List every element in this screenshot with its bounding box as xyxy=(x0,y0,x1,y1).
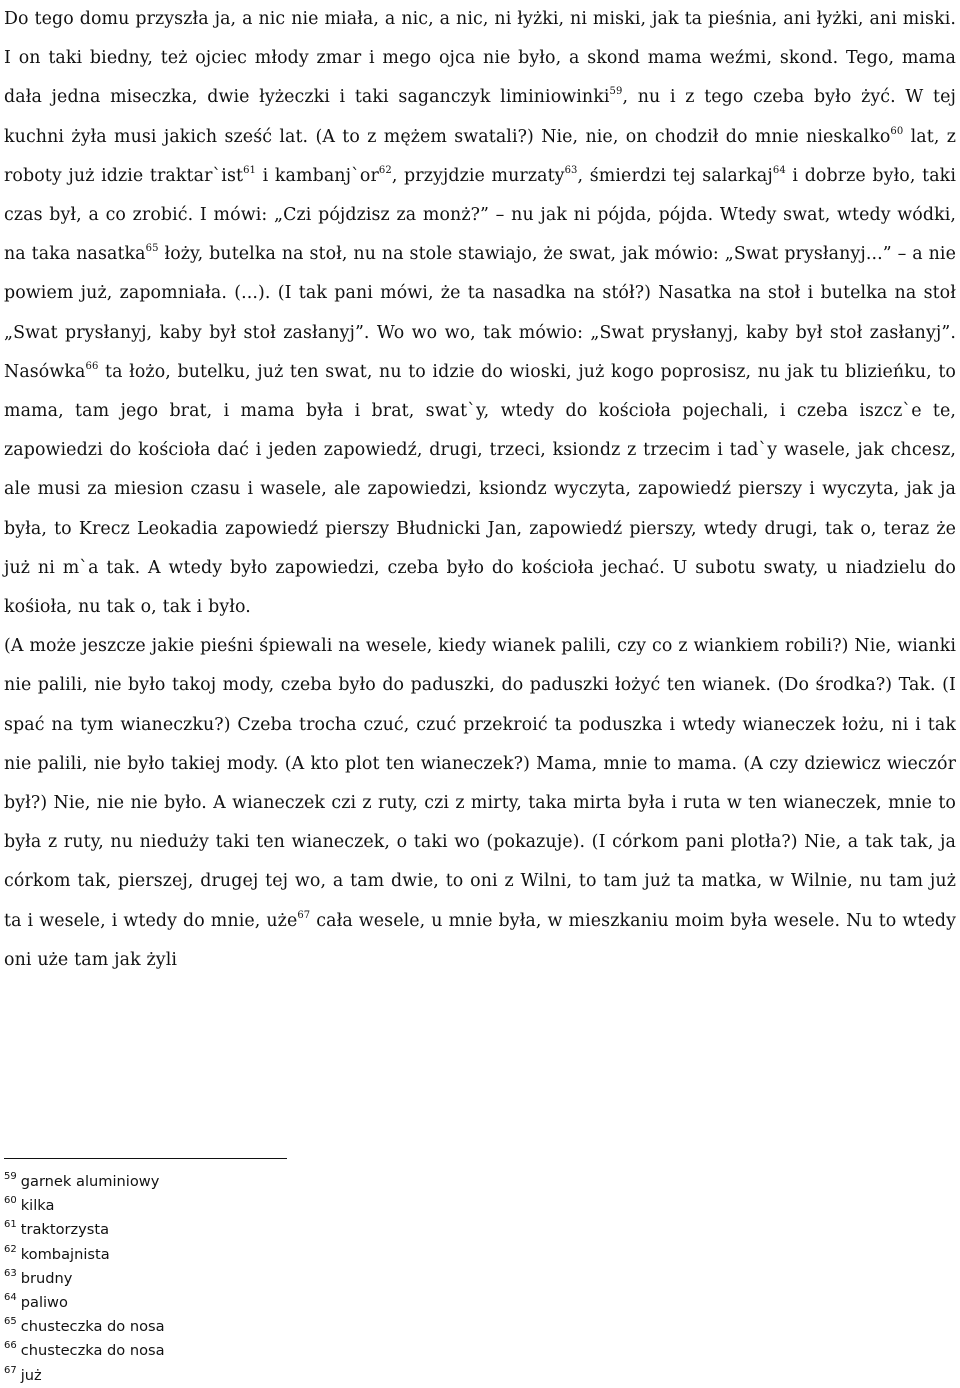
footnote-number: 62 xyxy=(4,1243,17,1255)
text-run: , nu i z tego czeba było żyć. W tej kuchni żyła musi jakich sześć lat. (A to z mężem swatali?) Nie, nie, on chodził do mnie nieskalko xyxy=(4,87,956,147)
footnote-item xyxy=(4,1194,404,1218)
paragraph-1 xyxy=(4,0,956,627)
text-run: łoży, butelka na stoł, nu na stole stawiajo, że swat, jak mówio: „Swat prysłanyj...” – a nie powiem już, zapomniała. (...). (I tak pani mówi, że ta nasadka na stół?) Nasatka na stoł i butelka na stoł „Swat prysłanyj, kaby był stoł zasłanyj”. Wo wo wo, tak mówio: „Swat prysłanyj, kaby był stoł zasłanyj”. Nasówka xyxy=(4,244,956,382)
footnote-text: kilka xyxy=(20,1197,55,1215)
footnote-text: paliwo xyxy=(20,1294,68,1312)
text-run: i kambanj`or xyxy=(256,165,379,186)
footnote-number: 65 xyxy=(4,1316,17,1328)
text-run: , śmierdzi tej salarkaj xyxy=(577,165,773,186)
footnote-item xyxy=(4,1291,404,1315)
footnote-ref-67[interactable]: 67 xyxy=(297,909,311,921)
text-run: lat, z roboty już idzie traktar`ist xyxy=(4,126,957,186)
footnote-ref-64[interactable]: 64 xyxy=(772,164,786,176)
footnote-text: chusteczka do nosa xyxy=(20,1342,165,1360)
footnote-item xyxy=(4,1170,404,1194)
text-run: , przyjdzie murzaty xyxy=(391,165,565,186)
footnote-item xyxy=(4,1243,404,1267)
text-run: (A może jeszcze jakie pieśni śpiewali na wesele, kiedy wianek palili, czy co z wiankiem robili?) Nie, wianki nie palili, nie było takoj mody, czeba było do paduszki, do paduszki łożyć ten wianek. (Do środka?) Tak. (I spać na tym wianeczku?) Czeba trocha czuć, czuć przekroić ta poduszka i wtedy wianeczek łożu, ni i tak nie palili, nie było takiej mody. (A kto plot ten wianeczek?) Mama, mnie to mama. (A czy dziewicz wieczór był?) Nie, nie nie było. A wianeczek czi z ruty, czi z mirty, taka mirta była i ruta w ten wianeczek, mnie to była z ruty, nu niedużу taki ten wianeczek, o taki wo (pokazuje). (I córkom pani plotła?) Nie, a tak tak, ja córkom tak, pierszej, drugej tej wo, a tam dwie, to oni z Wilni, to tam już ta matka, w Wilnie, nu tam już ta i wesele, i wtedy do mnie, uże xyxy=(4,636,956,931)
footnote-number: 60 xyxy=(4,1195,17,1207)
footnote-ref-61[interactable]: 61 xyxy=(243,164,256,176)
footnote-number: 67 xyxy=(4,1364,17,1376)
paragraph-2 xyxy=(4,627,956,980)
footnote-text: traktorzysta xyxy=(20,1221,110,1239)
footnote-number: 59 xyxy=(4,1171,17,1182)
footnote-text: chusteczka do nosa xyxy=(20,1318,165,1336)
text-run: Do tego domu przyszła ja, a nic nie miała, a nic, a nic, ni łyżki, ni miski, jak ta pieśnia, ani łyżki, ani miski. I on taki biedny, też ojciec młody zmar i mego ojca nie było, a skond mama weźmi, skond. Tego, mama dała jedna miseczka, dwie łyżeczki i taki saganczyk liminiowinki xyxy=(4,9,956,108)
footnote-number: 66 xyxy=(4,1340,17,1352)
footnote-number: 61 xyxy=(4,1219,17,1231)
text-run: ta łożo, butelku, już ten swat, nu to idzie do wioski, już kogo poprosisz, nu jak tu blizieńku, to mama, tam jego brat, i mama była i brat, swat`y, wtedy do kościoła pojechali, i czeba iszcz`e te, zapowiedzi do kościoła dać i jeden zapowiedź, drugi, trzeci, ksiondz z trzecim i tad`y wasele, jak chcesz, ale musi za miesion czasu i wasele, ale zapowiedzi, ksiondz wyczyta, zapowiedź pierszy i wyczyta, jak ja była, to Krecz Leokadia zapowiedź pierszy Błudnicki Jan, zapowiedź pierszy, wtedy drugi, tak o, teraz że już ni m`a tak. A wtedy było zapowiedzi, czeba było do kościoła jechać. U subotu swaty, u niadzielu do kośioła, nu tak o, tak i było. xyxy=(4,361,956,618)
text-run: cała wesele, u mnie była, w mieszkaniu moim była wesele. Nu to wtedy oni uże tam jak żyli xyxy=(4,910,956,970)
footnote-text: garnek aluminiowy xyxy=(20,1173,160,1190)
footnotes xyxy=(4,1170,404,1388)
footnote-item xyxy=(4,1267,404,1291)
footnote-ref-65[interactable]: 65 xyxy=(145,243,159,255)
body-text xyxy=(4,0,956,980)
footnote-ref-62[interactable]: 62 xyxy=(378,164,392,176)
footnote-number: 63 xyxy=(4,1267,17,1279)
footnote-ref-66[interactable]: 66 xyxy=(85,360,99,372)
footnote-item xyxy=(4,1218,404,1242)
footnote-text: kombajnista xyxy=(20,1245,110,1263)
footnote-item xyxy=(4,1364,404,1388)
footnote-ref-59[interactable]: 59 xyxy=(609,86,623,98)
footnote-text: brudny xyxy=(20,1269,73,1287)
footnote-item xyxy=(4,1315,404,1339)
footnote-number: 64 xyxy=(4,1292,17,1304)
footnote-separator xyxy=(4,1158,287,1159)
footnote-text: już xyxy=(20,1366,42,1384)
text-run: i dobrze było, taki czas był, a co zrobić. I mówi: „Czi pójdzisz za monż?” – nu jak ni pójda, pójda. Wtedy swat, wtedy wódki, na taka nasatka xyxy=(4,165,956,265)
footnote-ref-63[interactable]: 63 xyxy=(564,164,578,176)
footnote-item xyxy=(4,1339,404,1363)
footnote-ref-60[interactable]: 60 xyxy=(890,125,904,137)
